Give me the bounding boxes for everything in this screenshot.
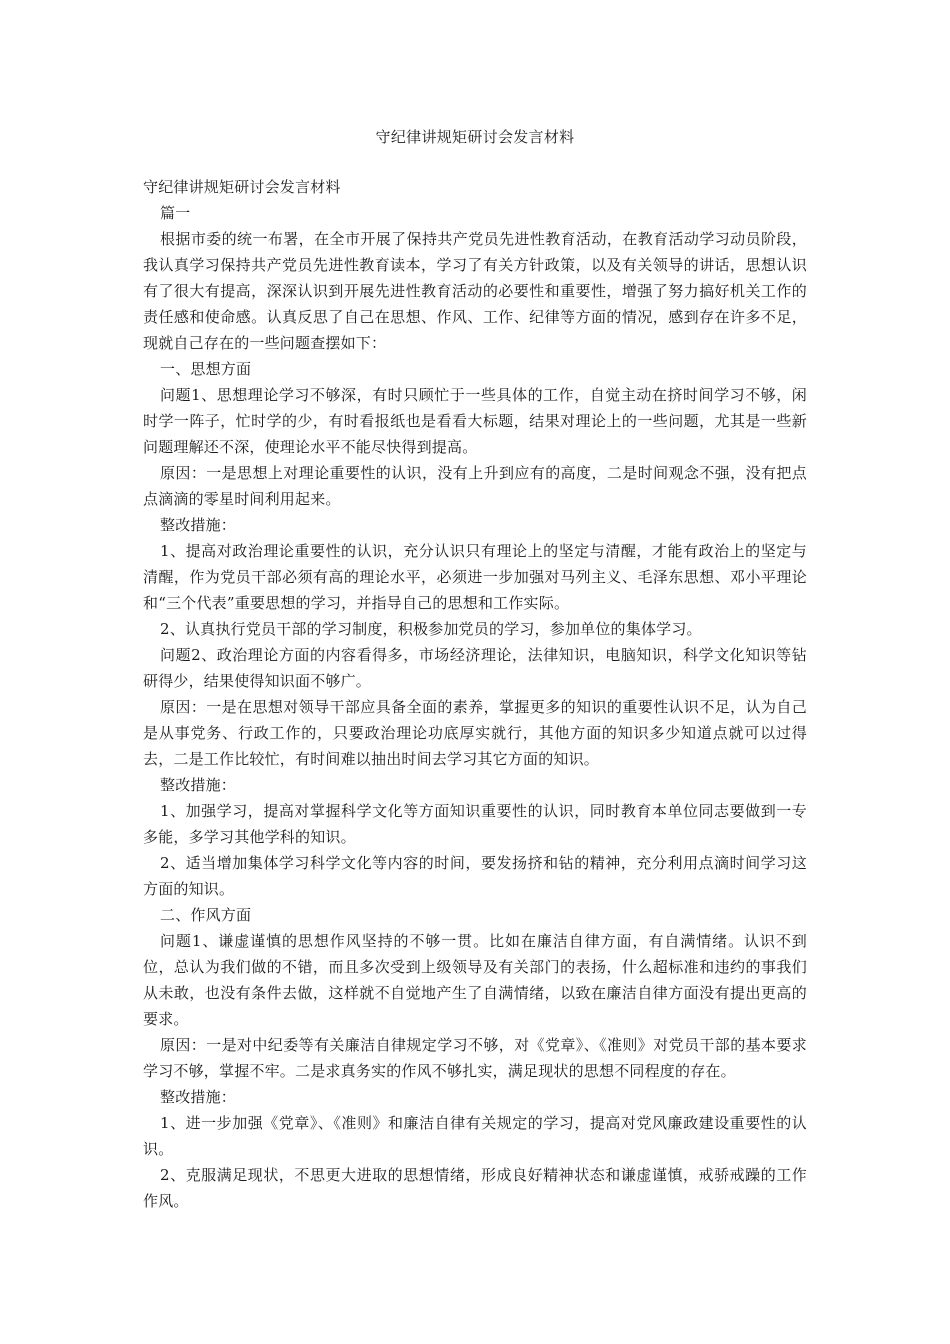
paragraph: 问题1、谦虚谨慎的思想作风坚持的不够一贯。比如在廉洁自律方面，有自满情绪。认识不到位，总认为我们做的不错，而且多次受到上级领导及有关部门的表扬，什么超标准和违约的事我们从未敢，也没有条件去做，这样就不自觉地产生了自满情绪，以致在廉洁自律方面没有提出更高的要求。 xyxy=(143,932,807,1028)
paragraph: 篇一 xyxy=(160,204,191,222)
paragraph: 问题2、政治理论方面的内容看得多，市场经济理论，法律知识，电脑知识，科学文化知识等钻研得少，结果使得知识面不够广。 xyxy=(143,646,807,690)
document-body xyxy=(143,174,807,1214)
paragraph: 1、进一步加强《党章》、《准则》和廉洁自律有关规定的学习，提高对党风廉政建设重要性的认识。 xyxy=(143,1114,807,1158)
paragraph: 1、提高对政治理论重要性的认识，充分认识只有理论上的坚定与清醒，才能有政治上的坚定与清醒，作为党员干部必须有高的理论水平，必须进一步加强对马列主义、毛泽东思想、邓小平理论和“三个代表”重要思想的学习，并指导自己的思想和工作实际。 xyxy=(143,542,807,612)
paragraph: 整改措施： xyxy=(160,1088,237,1106)
paragraph: 原因：一是在思想对领导干部应具备全面的素养，掌握更多的知识的重要性认识不足，认为自己是从事党务、行政工作的，只要政治理论功底厚实就行，其他方面的知识多少知道点就可以过得去，二是工作比较忙，有时间难以抽出时间去学习其它方面的知识。 xyxy=(143,698,807,768)
document-title: 守纪律讲规矩研讨会发言材料 xyxy=(375,128,575,146)
paragraph: 原因：一是对中纪委等有关廉洁自律规定学习不够，对《党章》、《准则》对党员干部的基本要求学习不够，掌握不牢。二是求真务实的作风不够扎实，满足现状的思想不同程度的存在。 xyxy=(143,1036,807,1080)
document-subtitle: 守纪律讲规矩研讨会发言材料 xyxy=(143,178,341,196)
paragraph: 整改措施： xyxy=(160,516,237,534)
paragraph: 1、加强学习，提高对掌握科学文化等方面知识重要性的认识，同时教育本单位同志要做到一专多能，多学习其他学科的知识。 xyxy=(143,802,807,846)
paragraph: 一、思想方面 xyxy=(160,360,252,378)
document-page xyxy=(143,124,807,1214)
paragraph: 问题1、思想理论学习不够深，有时只顾忙于一些具体的工作，自觉主动在挤时间学习不够，闲时学一阵子，忙时学的少，有时看报纸也是看看大标题，结果对理论上的一些问题，尤其是一些新问题理解还不深，使理论水平不能尽快得到提高。 xyxy=(143,386,807,456)
paragraph: 原因：一是思想上对理论重要性的认识，没有上升到应有的高度，二是时间观念不强，没有把点点滴滴的零星时间利用起来。 xyxy=(143,464,807,508)
paragraph: 2、适当增加集体学习科学文化等内容的时间，要发扬挤和钻的精神，充分利用点滴时间学习这方面的知识。 xyxy=(143,854,807,898)
paragraph: 根据市委的统一布署，在全市开展了保持共产党员先进性教育活动，在教育活动学习动员阶段，我认真学习保持共产党员先进性教育读本，学习了有关方针政策，以及有关领导的讲话，思想认识有了很大有提高，深深认识到开展先进性教育活动的必要性和重要性，增强了努力搞好机关工作的责任感和使命感。认真反思了自己在思想、作风、工作、纪律等方面的情况，感到存在许多不足，现就自己存在的一些问题查摆如下： xyxy=(143,230,807,352)
paragraph: 二、作风方面 xyxy=(160,906,252,924)
paragraph: 2、认真执行党员干部的学习制度，积极参加党员的学习，参加单位的集体学习。 xyxy=(160,620,702,638)
paragraph: 整改措施： xyxy=(160,776,237,794)
paragraph: 2、克服满足现状，不思更大进取的思想情绪，形成良好精神状态和谦虚谨慎，戒骄戒躁的工作作风。 xyxy=(143,1166,807,1210)
